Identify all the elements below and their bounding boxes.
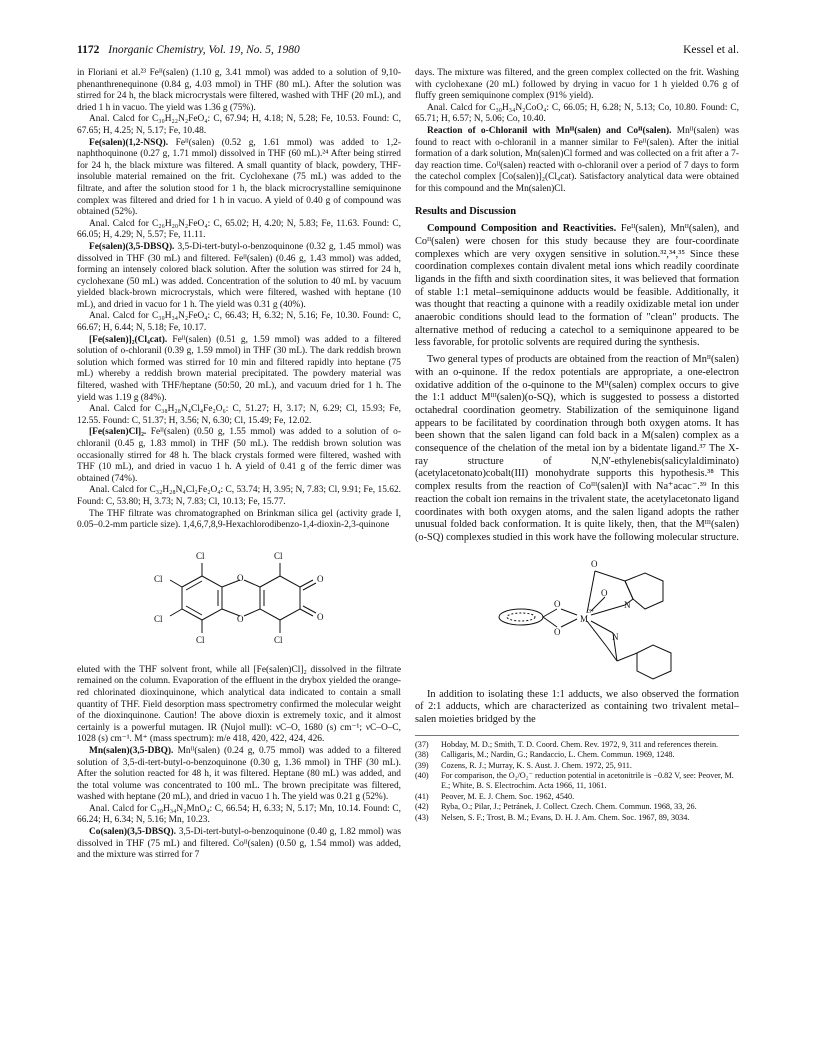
dioxinquinone-structure-drawing [77,535,401,661]
compound-title: [Fe(salen)Cl]₂. [89,427,147,438]
compound-title: Fe(salen)(1,2-NSQ). [89,137,169,148]
footnote-text: Peover, M. E. J. Chem. Soc. 1962, 4540. [441,791,575,801]
procedure-text: Feᴵᴵ(salen) (0.50 g, 1.55 mmol) was added to a solution of o-chloranil (0.45 g, 1.83 mmol) in THF (50 mL). The reddish brown solution was occasionally stirred for 48 h. The black crystals formed were filtered, washed with THF (10 mL), and dried in vacuo 1 h. A yield of 0.41 g of the ferric dimer was obtained (74%). [77,427,401,484]
footnote-number: (40) [415,771,429,781]
footnote [415,813,739,823]
analysis-line: Anal. Calcd for C₃₀H₃₄N₂MnO₄: C, 66.54; H, 6.33; N, 5.17; Mn, 10.14. Found: C, 66.24; H, 6.34; N, 5.16; Mn, 10.23. [77,803,401,826]
paragraph [77,335,401,405]
oxygen-label: O [237,613,244,624]
analysis-line: Anal. Calcd for C₃₀H₂₂N₂FeO₄: C, 67.94; H, 4.18; N, 5.28; Fe, 10.53. Found: C, 67.65; H, 4.25; N, 5.17; Fe, 10.48. [77,114,401,136]
nitrogen-label: N [612,631,619,642]
footnote-number: (37) [415,739,429,749]
paragraph [77,746,401,804]
paragraph [415,126,739,196]
oxygen-label: O [554,598,561,609]
procedure-text: 3,5-Di-tert-butyl-o-benzoquinone (0.40 g, 1.82 mmol) was dissolved in THF (75 mL) and filtered. Coᴵᴵ(salen) (0.50 g, 1.54 mmol) was added, and the mixture was stirred for 7 [77,827,401,861]
footnote [415,792,739,802]
paragraph [77,827,401,862]
paragraph: The THF filtrate was chromatographed on Brinkman silica gel (activity grade I, 0.05–0.2-mm particle size). 1,4,6,7,8,9-Hexachlorodibenzo-1,4-dioxin-2,3-quinone [77,508,401,531]
analysis-line: Anal. Calcd for C₃₂H₂₈N₄Cl₂Fe₂O₄: C, 53.74; H, 3.95; N, 7.83; Cl, 9.91; Fe, 15.62. Found: C, 53.80; H, 3.73; N, 7.83; Cl, 10.13; Fe, 15.77. [77,485,401,507]
right-column [415,68,739,823]
oxygen-label: O [317,573,324,584]
oxygen-label: O [591,558,598,569]
nitrogen-label: N [624,599,631,610]
analysis-line: Anal. Calcd for C₃₀H₃₄N₂CoO₄: C, 66.05; H, 6.28; N, 5.13; Co, 10.80. Found: C, 65.71; H, 6.57; N, 5.06; Co, 10.40. [415,102,739,125]
procedure-text: Feᴵᴵ(salen) (0.51 g, 1.59 mmol) was added to a filtered solution of o-chloranil (0.39 g, 1.59 mmol) in THF (30 mL). The dark reddish brown solution which formed was stirred for 10 min and filtered rapidly into heptane (75 mL) whereby a reddish brown material precipitated. The powdery material was filtered, washed with THF/heptane (50:50, 20 mL), and vacuum dried for 1 h. The yield was 1.19 g (84%). [77,334,401,403]
analysis-line: Anal. Calcd for C₃₀H₃₄N₂FeO₄: C, 66.43; H, 6.32; N, 5.16; Fe, 10.30. Found: C, 66.67; H, 6.44; N, 5.18; Fe, 10.17. [77,311,401,334]
footnote-number: (43) [415,812,429,822]
oxygen-label: O [554,626,561,637]
subsection-title: Compound Composition and Reactivities. [427,223,617,235]
footnote [415,771,739,792]
procedure-text: Mnᴵᴵ(salen) (0.24 g, 0.75 mmol) was added to a filtered solution of 3,5-di-tert-butyl-o-benzoquinone (0.30 g, 1.36 mmol) in THF (30 mL). After the solution reacted for 48 h, it was filtered. Heptane (80 mL) was added, and the total volume was concentrated to 100 mL. The brown precipitate was filtered, washed with heptane (20 mL), and dried in vacuo 1 h. The yield was 0.21 g (52%). [77,745,401,803]
results-discussion-body [415,223,739,727]
chlorine-label: Cl [274,634,283,645]
procedure-text: Feᴵᴵ(salen) (0.52 g, 1.61 mmol) was added to 1,2-naphthoquinone (0.27 g, 1.71 mmol) dissolved in THF (60 mL).²⁴ After being stirred for 24 h, the black mixture was filtered. A small quantity of black, powdery, THF-insoluble material remained on the frit. Cyclohexane (75 mL) was added to the filtrate, and after the solution stood for 1 h, the black microcrystalline semiquinone complex was filtered and dried for 1 h in vacuo. A yield of 0.40 g of compound was obtained (52%). [77,137,401,218]
analysis-line: Anal. Calcd for C₂₆H₂₀N₂FeO₄: C, 65.02; H, 4.20; N, 5.83; Fe, 11.63. Found: C, 66.05; H, 4.29; N, 5.57; Fe, 11.11. [77,218,401,241]
compound-title: Fe(salen)(3,5-DBSQ). [89,241,175,252]
chlorine-label: Cl [274,550,283,561]
page-header [77,44,739,60]
footnote-number: (39) [415,760,429,770]
footnote-text: For comparison, the O₂/O₂⁻ reduction potential in acetonitrile is −0.82 V, see: Peover, M. E.; White, B. S. Electrochim. Acta 1966, 11, 1061. [441,771,734,791]
paragraph: Two general types of products are obtained from the reaction of Mnᴵᴵ(salen) with an o-quinone. If the redox potentials are appropriate, a one-electron oxidative addition of the o-quinone to the Mᴵᴵ(salen) complex occurs to give the 1:1 adduct Mᴵᴵᴵ(salen)(o-SQ), which is suggested to possess a distorted octahedral coordination geometry. Stabilization of the semiquinone ligand appears to be facilitated by coordination through both oxygen atoms. It has been shown that the salen ligand can fold back in a M(salen) complex as a consequence of the chelation of the metal ion by a bidentate ligand.³⁷ The X-ray structure of N,N′-ethylenebis(salicylaldiminato)(acetylacetonato)cobalt(III) monohydrate supports this hypothesis.³⁸ This complex results from the reaction of Coᴵᴵᴵ(salen)I with Na⁺acac⁻.³⁹ In this reaction the cobalt ion remains in the trivalent state, the acetylacetonato ligand coordinates with both oxygen atoms, and the salen ligand adopts the rather unusual folded back conformation. It is quite likely, then, that the Mᴵᴵᴵ(salen)(o-SQ) complexes studied in this work have the following molecular structure. [415,354,739,543]
section-heading: Results and Discussion [415,205,517,217]
journal-title: Inorganic Chemistry, Vol. 19, No. 5, 1980 [108,44,300,56]
paragraph-text: Feᴵᴵ(salen), Mnᴵᴵ(salen), and Coᴵᴵ(salen) were chosen for this study because they are four-coordinate complexes which are very oxygen sensitive in solution.³²,³⁴,³⁵ Since these coordination complexes contain divalent metal ions which readily coordinate ligands in the fifth and sixth coordination sites, it was believed that formation of stable 1:1 metal–semiquinone adducts would be feasible. Additionally, it was thought that reacting a quinone with a readily oxidizable metal ion under anaerobic conditions should lead to the formation of "clean" products. The alternative method of reducing a catechol to a semiquinone appeared to be less favorable, for protolic solvents are required during the synthesis. [415,223,739,349]
chlorine-label: Cl [196,634,205,645]
paragraph [77,427,401,485]
paragraph: in Floriani et al.²³ Feᴵᴵ(salen) (1.10 g, 3.41 mmol) was added to a solution of 9,10-phenanthrenequinone (0.84 g, 4.03 mmol) in THF (80 mL). After the solution was stirred for 24 h, the black microcrystals were filtered, washed with THF (20 mL), and dried 1 h in vacuo. The yield was 1.36 g (75%). [77,68,401,113]
oxygen-label: O [601,587,608,598]
compound-title: Co(salen)(3,5-DBSQ). [89,827,176,838]
footnote-number: (41) [415,791,429,801]
footnote [415,761,739,771]
chlorine-label: Cl [154,573,163,584]
paragraph [77,138,401,219]
footnote-text: Nelsen, S. F.; Trost, B. M.; Evans, D. H. J. Am. Chem. Soc. 1967, 89, 3034. [441,812,690,822]
footnote [415,750,739,760]
footnote-number: (38) [415,750,429,760]
compound-title: Mn(salen)(3,5-DBQ). [89,745,174,756]
procedure-text: Mnᴵᴵ(salen) was found to react with o-chloranil in a manner similar to Feᴵᴵ(salen). After the initial formation of a dark solution, Mn(salen)Cl formed and was collected on a frit after a 7-day reaction time. Coᴵᴵ(salen) reacted with o-chloranil over a period of 7 days to form the catechol complex [Co(salen)]₂(Cl₄cat). Satisfactory analytical data were obtained for this compound and the Mn(salen)Cl. [415,125,739,194]
chlorine-label: Cl [196,550,205,561]
complex-structure-figure [415,549,739,685]
footnote-text: Calligaris, M.; Nardin, G.; Randaccio, L. Chem. Commun. 1969, 1248. [441,750,675,760]
complex-structure-drawing [415,549,739,685]
running-authors: Kessel et al. [683,44,739,56]
charge-label: 3+ [588,608,595,615]
footnotes [415,735,739,823]
footnote-text: Cozens, R. J.; Murray, K. S. Aust. J. Chem. 1972, 25, 911. [441,760,632,770]
left-column [77,68,401,862]
reaction-title: Reaction of o-Chloranil with Mnᴵᴵ(salen) and Coᴵᴵ(salen). [427,125,672,136]
compound-title: [Fe(salen)]₂(Cl₄cat). [89,334,168,345]
oxygen-label: O [237,572,244,583]
footnote [415,802,739,812]
analysis-line: Anal. Calcd for C₃₈H₂₈N₄Cl₄Fe₂O₆: C, 51.27; H, 3.17; N, 6.29; Cl, 15.93; Fe, 12.55. Found: C, 51.37; H, 3.56; N, 6.30; Cl, 15.49; Fe, 12.02. [77,404,401,426]
footnote [415,740,739,750]
paragraph [415,223,739,350]
metal-label: M [580,613,589,624]
paragraph: In addition to isolating these 1:1 adducts, we also observed the formation of 2:1 adducts, which are characterized as containing two trivalent metal–salen moieties bridged by the [415,688,739,726]
chlorine-label: Cl [154,613,163,624]
paragraph: eluted with the THF solvent front, while all [Fe(salen)Cl]₂ dissolved in the filtrate remained on the column. Evaporation of the effluent in the drybox yielded the orange-red chlorinated dioxinquinone, which analytical data indicated to contain a small quantity of THF. Field desorption mass spectrometry confirmed the molecular weight of the dioxinquinone. Caution! The above dioxin is extremely toxic, and it almost certainly is a powerful mutagen. IR (Nujol mull): νC–O, 1680 (s) cm⁻¹; νC–O–C, 1028 (s) cm⁻¹. M⁺ (mass spectrum): m/e 418, 420, 422, 424, 426. [77,664,401,745]
footnote-text: Ryba, O.; Pilar, J.; Petránek, J. Collect. Czech. Chem. Commun. 1968, 33, 26. [441,802,697,812]
footnote-text: Hobday, M. D.; Smith, T. D. Coord. Chem. Rev. 1972, 9, 311 and references therein. [441,739,719,749]
paragraph: days. The mixture was filtered, and the green complex collected on the frit. Washing with cyclohexane (20 mL) followed by drying in vacuo for 1 h yielded 0.76 g of fluffy green semiquinone complex (91% yield). [415,68,739,102]
procedure-text: 3,5-Di-tert-butyl-o-benzoquinone (0.32 g, 1.45 mmol) was dissolved in THF (30 mL) and filtered. Feᴵᴵ(salen) (0.46 g, 1.43 mmol) was added, forming an intensely colored black solution. After the solution was stirred for 24 h, cyclohexane (50 mL) was added. Concentration of the solution to 40 mL by vacuum yielded black-brown microcrystals, which were filtered, washed with heptane (10 mL), and dried in vacuo for 1 h. The yield was 0.31 g (40%). [77,241,401,310]
footnote-number: (42) [415,802,429,812]
dioxinquinone-structure-figure [77,535,401,661]
paragraph [77,242,401,312]
oxygen-label: O [317,611,324,622]
page-number: 1172 [77,44,100,56]
